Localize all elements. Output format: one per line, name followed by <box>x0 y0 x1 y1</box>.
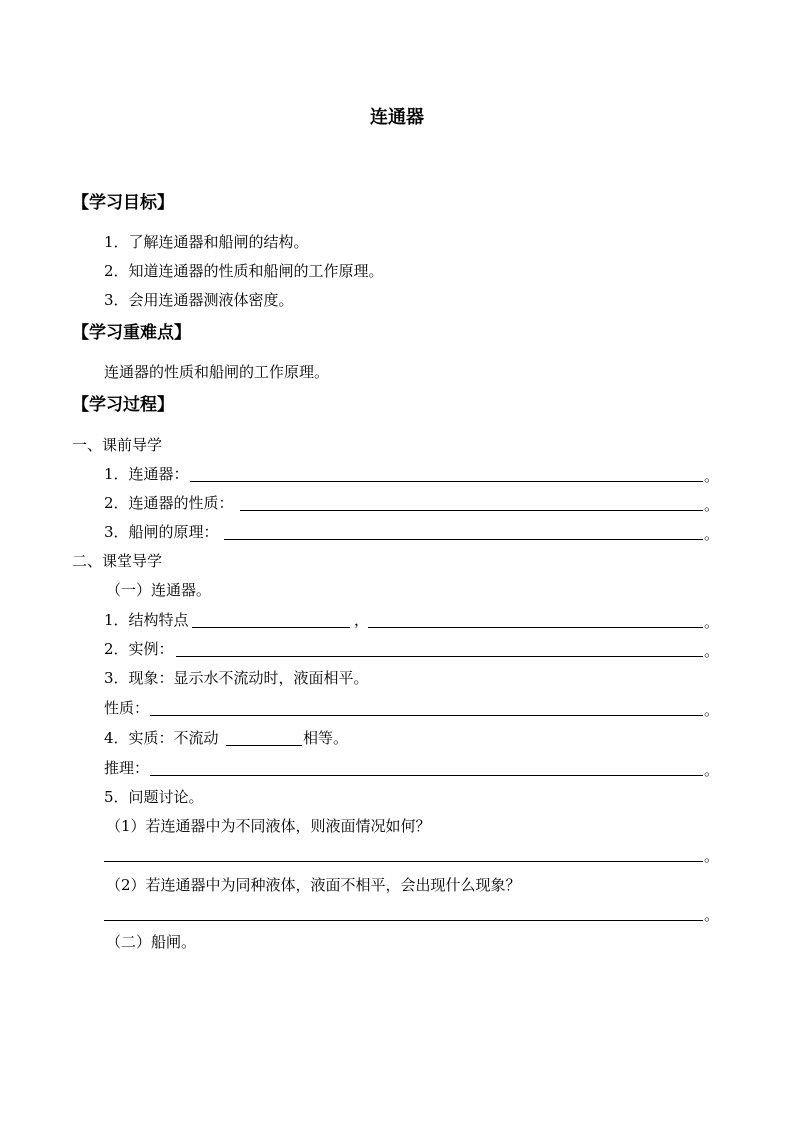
subsection-shiplock-heading: （二）船闸。 <box>106 933 197 951</box>
reasoning-label: 推理： <box>104 759 150 777</box>
essence-label: 4．实质：不流动 <box>104 729 219 747</box>
class-study-heading: 二、课堂导学 <box>72 552 163 570</box>
essence-suffix: 相等。 <box>303 729 349 747</box>
nature-label: 性质： <box>104 699 150 717</box>
nature-blank[interactable] <box>150 715 703 716</box>
discussion-answer-1-blank[interactable] <box>104 861 703 862</box>
goal-item-1: 1．了解连通器和船闸的结构。 <box>104 233 309 251</box>
structure-period: 。 <box>704 613 720 631</box>
pre-answer-1-period: 。 <box>704 467 720 485</box>
key-points-text: 连通器的性质和船闸的工作原理。 <box>104 363 330 381</box>
pre-answer-2-period: 。 <box>704 496 720 514</box>
structure-blank-2[interactable] <box>368 627 703 628</box>
discussion-question-2: （2）若连通器中为同种液体，液面不相平，会出现什么现象？ <box>106 876 521 894</box>
page-title: 连通器 <box>370 107 424 128</box>
discussion-answer-2-blank[interactable] <box>104 920 703 921</box>
pre-question-1-label: 1．连通器： <box>104 465 189 483</box>
goal-item-2: 2．知道连通器的性质和船闸的工作原理。 <box>104 262 384 280</box>
pre-answer-1-blank[interactable] <box>190 481 703 482</box>
nature-period: 。 <box>704 701 720 719</box>
pre-question-2-label: 2．连通器的性质： <box>104 494 234 512</box>
pre-answer-2-blank[interactable] <box>240 510 703 511</box>
essence-blank[interactable] <box>226 745 302 746</box>
section-process-heading: 【学习过程】 <box>72 395 174 415</box>
example-label: 2．实例： <box>104 640 174 658</box>
discussion-answer-1-period: 。 <box>704 847 720 865</box>
discussion-answer-2-period: 。 <box>704 906 720 924</box>
pre-answer-3-blank[interactable] <box>224 539 703 540</box>
section-goals-heading: 【学习目标】 <box>72 193 174 213</box>
section-key-heading: 【学习重难点】 <box>72 323 191 343</box>
example-period: 。 <box>704 642 720 660</box>
structure-blank-1[interactable] <box>192 627 350 628</box>
pre-study-heading: 一、课前导学 <box>72 436 163 454</box>
pre-answer-3-period: 。 <box>704 525 720 543</box>
goal-item-3: 3．会用连通器测液体密度。 <box>104 291 294 309</box>
phenomenon-text: 3．现象：显示水不流动时，液面相平。 <box>104 669 369 687</box>
structure-label: 1．结构特点 <box>104 611 189 629</box>
example-blank[interactable] <box>176 656 703 657</box>
pre-question-3-label: 3．船闸的原理： <box>104 523 219 541</box>
structure-comma: ， <box>354 611 370 629</box>
reasoning-period: 。 <box>704 761 720 779</box>
reasoning-blank[interactable] <box>150 775 703 776</box>
discussion-question-1: （1）若连通器中为不同液体，则液面情况如何？ <box>106 817 431 835</box>
subsection-connector-heading: （一）连通器。 <box>106 581 212 599</box>
discussion-heading: 5．问题讨论。 <box>104 788 204 806</box>
